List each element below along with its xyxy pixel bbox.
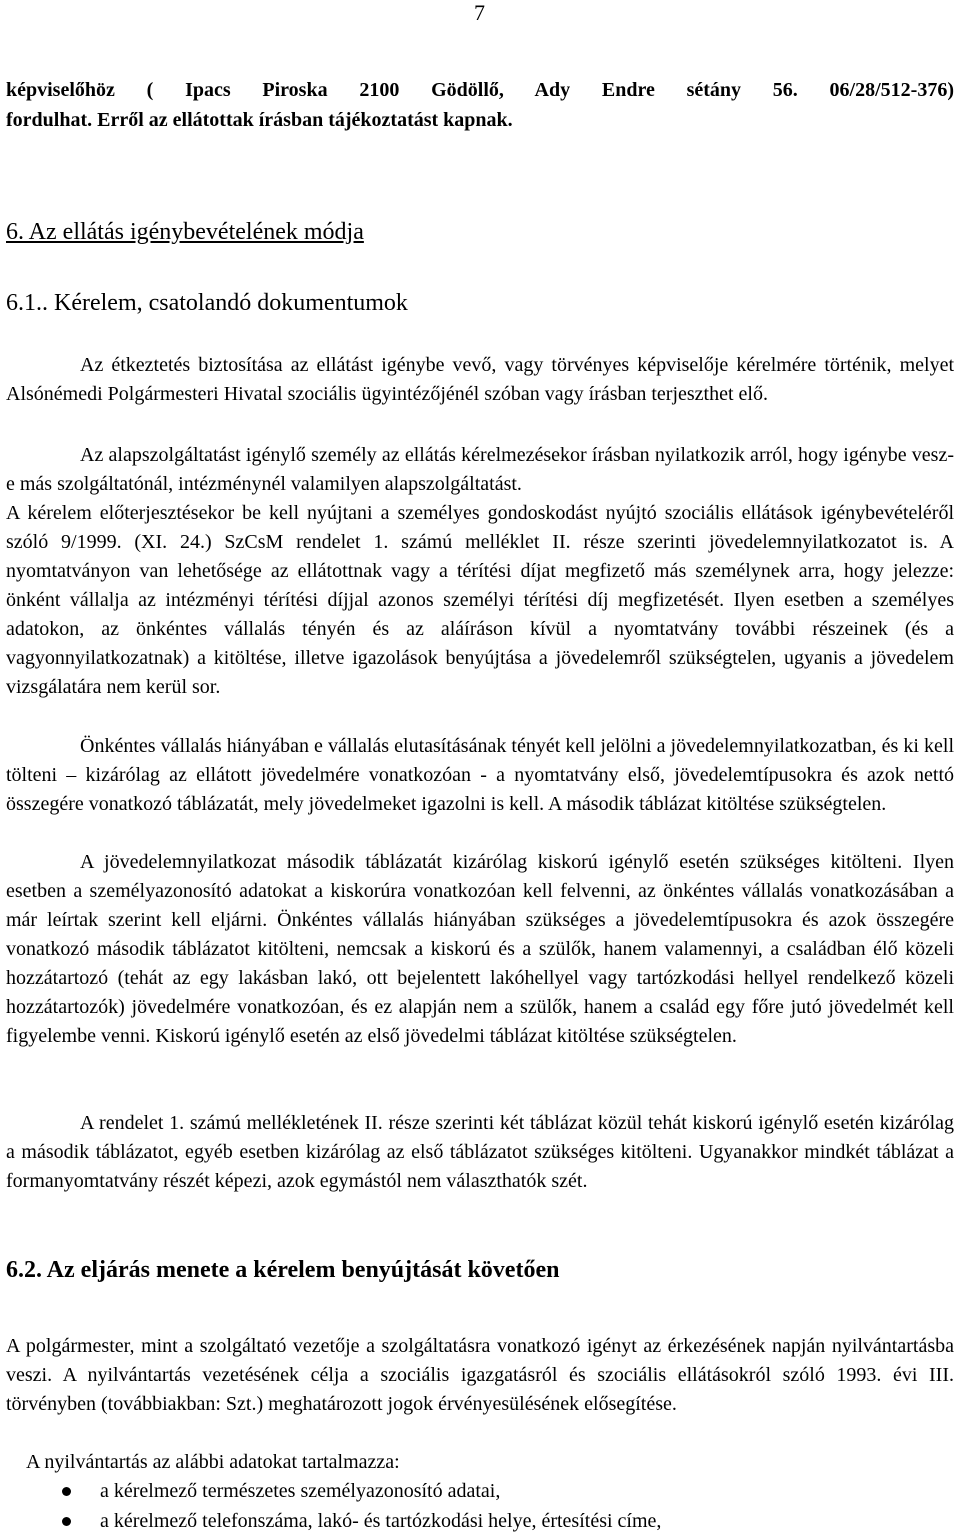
paragraph-request: Az étkeztetés biztosítása az ellátást igénybe vevő, vagy törvényes képviselője kérelmére történik, melyet Alsónémedi Polgármesteri Hivatal szociális ügyintézőjénél szóban vagy írásban terjeszthet elő. — [6, 354, 954, 405]
intro-line-2: fordulhat. Erről az ellátottak írásban tájékoztatást kapnak. — [6, 109, 513, 131]
paragraph-declaration: Az alapszolgáltatást igénylő személy az ellátás kérelmezésekor írásban nyilatkozik arról, hogy igénybe vesz-e más szolgáltatónál, intézménynél valamilyen alapszolgáltatást. — [6, 444, 954, 495]
section-6-title: 6. Az ellátás igénybevételének módja — [6, 219, 364, 245]
list-item — [6, 1507, 954, 1537]
registry-data-list — [6, 1477, 954, 1537]
paragraph-income-statement: A kérelem előterjesztésekor be kell nyújtani a személyes gondoskodást nyújtó szociális ellátások igénybevételéről szóló 9/1999. (XI. 24.) SzCsM rendelet 1. számú melléklet II. része szerinti jövedelemnyilatkozatot is. A nyomtatványon van lehetősége az ellátottnak vagy a térítési díjat megfizető más személynek arra, hogy jelezze: önként vállalja az intézményi térítési díjjal azonos személyi térítési díj megfizetését. Ilyen esetben a személyes adatokon, az önkéntes vállalás tényén és az aláíráson kívül a nyomtatvány további részeinek (és a vagyonnyilatkozatnak) a kitöltése, illetve igazolások benyújtása a jövedelemről szükségtelen, ugyanis a jövedelem vizsgálatára nem kerül sor. — [6, 502, 954, 698]
paragraph-registry-contents: A nyilvántartás az alábbi adatokat tartalmazza: — [26, 1451, 400, 1473]
list-item-text: a kérelmező természetes személyazonosító adatai, — [100, 1480, 501, 1502]
paragraph-voluntary: Önkéntes vállalás hiányában e vállalás elutasításának tényét kell jelölni a jövedelemnyilatkozatban, és ki kell tölteni – kizárólag az ellátott jövedelmére vonatkozóan - a nyomtatvány első, jövedelemtípusokra és azok nettó összegére vonatkozó táblázatát, mely jövedelmeket igazolni is kell. A második táblázat kitöltése szükségtelen. — [6, 735, 954, 815]
section-6-2-heading: 6.2. Az eljárás menete a kérelem benyújtását követően — [6, 1257, 560, 1283]
section-6-1-heading: 6.1.. Kérelem, csatolandó dokumentumok — [6, 290, 408, 316]
paragraph-decree: A rendelet 1. számú mellékletének II. része szerinti két táblázat közül tehát kiskorú igénylő esetén kizárólag a második táblázatot, egyéb esetben kizárólag az első táblázatot szükséges kitölteni. Ugyanakkor mindkét táblázat a formanyomtatvány részét képezi, azok egymástól nem választhatók szét. — [6, 1112, 954, 1192]
intro-line-1: képviselőhöz ( Ipacs Piroska 2100 Gödöllő, Ady Endre sétány 56. 06/28/512-376) — [6, 79, 954, 101]
paragraph-minor: A jövedelemnyilatkozat második táblázatát kizárólag kiskorú igénylő esetén szükséges kitölteni. Ilyen esetben a személyazonosító adatokat a kiskorúra vonatkozóan kell felvenni, az önkéntes vállalás vonatkozásában a már leírtak szerint kell eljárni. Önkéntes vállalás hiányában szükséges a jövedelemtípusokra és azok összegére vonatkozó második táblázatot kitölteni, nemcsak a kiskorú és a szülők, hanem valamennyi, a családban élő közeli hozzátartozó (tehát az egy lakásban lakó, ott bejelentett lakóhellyel vagy tartózkodási hellyel rendelkező közeli hozzátartozók) jövedelmére vonatkozóan, és ez alapján nem a szülők, hanem a család egy főre jutó jövedelmét kell figyelembe venni. Kiskorú igénylő esetén az első jövedelmi táblázat kitöltése szükségtelen. — [6, 851, 954, 1047]
list-item — [6, 1477, 954, 1507]
section-6-heading — [6, 217, 364, 247]
bullet-icon — [62, 1487, 71, 1496]
page-number: 7 — [474, 0, 485, 25]
bullet-icon — [62, 1517, 71, 1526]
paragraph-registry: A polgármester, mint a szolgáltató vezetője a szolgáltatásra vonatkozó igényt az érkezésének napján nyilvántartásba veszi. A nyilvántartás vezetésének célja a szociális igazgatásról és szociális ellátásokról szóló 1993. évi III. törvényben (továbbiakban: Szt.) meghatározott jogok érvényesülésének elősegítése. — [6, 1335, 954, 1415]
list-item-text: a kérelmező telefonszáma, lakó- és tartózkodási helye, értesítési címe, — [100, 1510, 662, 1532]
